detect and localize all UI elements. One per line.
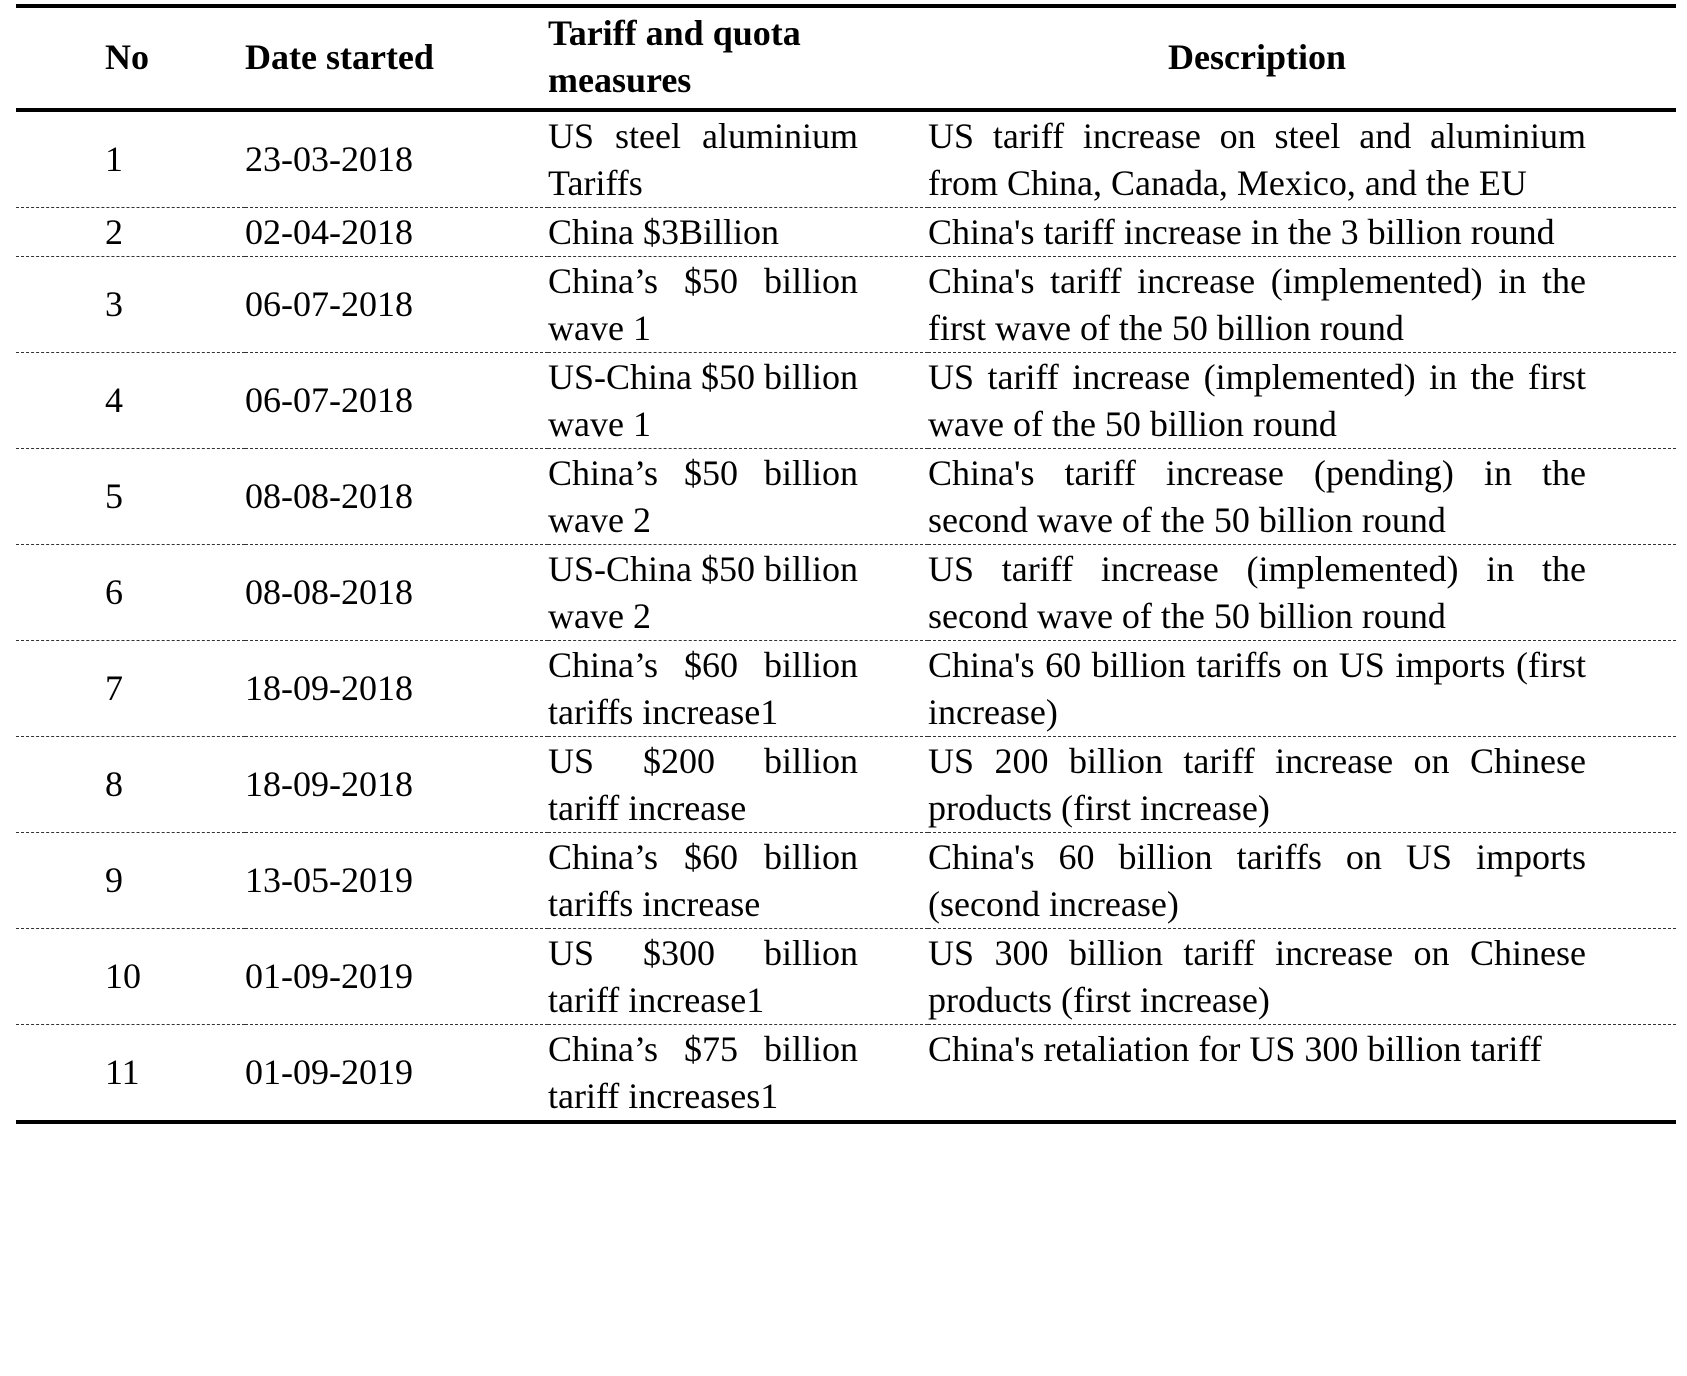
row-number-cell: 5 <box>105 476 123 516</box>
date-started-cell: 18-09-2018 <box>245 764 413 804</box>
table-row <box>16 257 1676 353</box>
measure-cell: US-China $50 billion wave 1 <box>548 357 859 444</box>
date-started-cell: 06-07-2018 <box>245 380 413 420</box>
date-started-cell: 18-09-2018 <box>245 668 413 708</box>
row-number-cell: 6 <box>105 572 123 612</box>
description-cell: China's 60 billion tariffs on US imports (first increase) <box>928 645 1586 732</box>
row-number-cell: 9 <box>105 860 123 900</box>
table-row <box>16 449 1676 545</box>
row-number-cell: 4 <box>105 380 123 420</box>
header-date-started: Date started <box>245 36 434 77</box>
measure-cell: China’s $50 billion wave 2 <box>548 453 858 540</box>
description-cell: US tariff increase (implemented) in the first wave of the 50 billion round <box>928 357 1586 444</box>
row-number-cell: 10 <box>105 956 141 996</box>
description-cell: US tariff increase (implemented) in the second wave of the 50 billion round <box>928 549 1586 636</box>
date-started-cell: 02-04-2018 <box>245 211 413 252</box>
date-started-cell: 23-03-2018 <box>245 139 413 179</box>
row-number-cell: 8 <box>105 764 123 804</box>
date-started-cell: 06-07-2018 <box>245 284 413 324</box>
measure-cell: US $200 billion tariff increase <box>548 741 858 828</box>
header-description: Description <box>1168 36 1346 77</box>
measure-cell: China’s $60 billion tariffs increase <box>548 837 858 924</box>
tariff-measures-table <box>16 4 1676 1124</box>
measure-cell: China $3Billion <box>548 212 780 252</box>
table-row <box>16 545 1676 641</box>
table-row <box>16 833 1676 929</box>
measure-cell: US steel aluminium Tariffs <box>548 116 858 203</box>
description-cell: China's 60 billion tariffs on US imports (second increase) <box>928 837 1586 924</box>
date-started-cell: 08-08-2018 <box>245 572 413 612</box>
measure-cell: US $300 billion tariff increase1 <box>548 933 858 1020</box>
description-cell: China's tariff increase (pending) in the second wave of the 50 billion round <box>928 453 1586 540</box>
description-cell: US 200 billion tariff increase on Chinese products (first increase) <box>928 741 1586 828</box>
description-cell: China's tariff increase (implemented) in the first wave of the 50 billion round <box>928 261 1586 348</box>
date-started-cell: 01-09-2019 <box>245 1052 413 1092</box>
header-measures: Tariff and quota measures <box>548 13 801 100</box>
date-started-cell: 01-09-2019 <box>245 956 413 996</box>
table-row <box>16 353 1676 449</box>
date-started-cell: 13-05-2019 <box>245 860 413 900</box>
table-row <box>16 737 1676 833</box>
row-number-cell: 3 <box>105 284 123 324</box>
date-started-cell: 08-08-2018 <box>245 476 413 516</box>
measure-cell: US-China $50 billion wave 2 <box>548 549 859 636</box>
table-row <box>16 929 1676 1025</box>
table-row <box>16 110 1676 208</box>
description-cell: China's tariff increase in the 3 billion round <box>928 212 1555 252</box>
header-row <box>16 6 1676 110</box>
row-number-cell: 2 <box>105 211 123 252</box>
header-no: No <box>105 36 149 77</box>
row-number-cell: 1 <box>105 139 123 179</box>
description-cell: US tariff increase on steel and aluminium from China, Canada, Mexico, and the EU <box>928 116 1586 203</box>
row-number-cell: 7 <box>105 668 123 708</box>
row-number-cell: 11 <box>105 1052 140 1092</box>
measure-cell: China’s $60 billion tariffs increase1 <box>548 645 858 732</box>
table-row <box>16 641 1676 737</box>
table-row <box>16 208 1676 257</box>
measure-cell: China’s $75 billion tariff increases1 <box>548 1029 858 1116</box>
table-row <box>16 1025 1676 1123</box>
measure-cell: China’s $50 billion wave 1 <box>548 261 858 348</box>
description-cell: China's retaliation for US 300 billion tariff <box>928 1029 1542 1069</box>
description-cell: US 300 billion tariff increase on Chinese products (first increase) <box>928 933 1586 1020</box>
